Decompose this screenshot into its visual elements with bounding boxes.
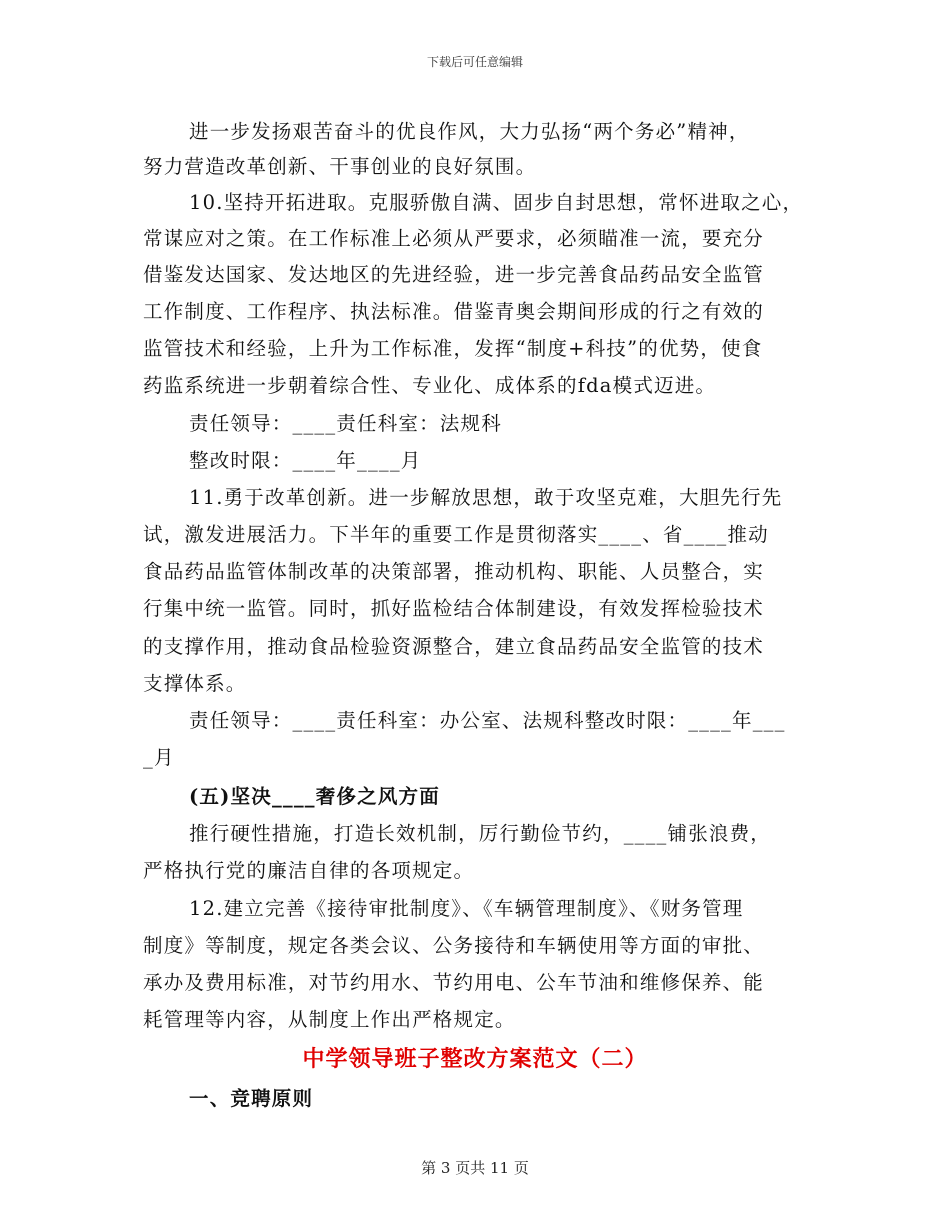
paragraph-line: 进一步发扬艰苦奋斗的优良作风，大力弘扬“两个务必”精神， <box>189 120 750 143</box>
paragraph-line: 工作制度、工作程序、执法标准。借鉴青奥会期间形成的行之有效的 <box>143 300 765 323</box>
page-footer: 第 3 页共 11 页 <box>421 1159 529 1177</box>
paragraph-line: 努力营造改革创新、干事创业的良好氛围。 <box>143 155 537 178</box>
subheading: 一、竞聘原则 <box>189 1087 314 1110</box>
paragraph-line: 11.勇于改革创新。进一步解放思想，敢于攻坚克难，大胆先行先 <box>189 486 783 509</box>
section-title: 中学领导班子整改方案范文（二） <box>302 1046 648 1072</box>
paragraph-line: 整改时限：____年____月 <box>189 449 422 472</box>
paragraph-line: 推行硬性措施，打造长效机制，厉行勤俭节约，____铺张浪费， <box>189 822 772 845</box>
paragraph-line: 10.坚持开拓进取。克服骄傲自满、固步自封思想，常怀进取之心， <box>189 191 804 214</box>
paragraph-line: 耗管理等内容，从制度上作出严格规定。 <box>143 1008 516 1031</box>
page-header: 下载后可任意编辑 <box>426 55 523 69</box>
paragraph-line: 行集中统一监管。同时，抓好监检结合体制建设，有效发挥检验技术 <box>143 597 765 620</box>
paragraph-line: 借鉴发达国家、发达地区的先进经验，进一步完善食品药品安全监管 <box>143 263 765 286</box>
paragraph-line: 制度》等制度，规定各类会议、公务接待和车辆使用等方面的审批、 <box>143 934 765 957</box>
paragraph-line: 药监系统进一步朝着综合性、专业化、成体系的fda模式迈进。 <box>143 374 717 397</box>
paragraph-line: 责任领导：____责任科室：法规科 <box>189 412 502 435</box>
paragraph-line: 常谋应对之策。在工作标准上必须从严要求，必须瞄准一流，要充分 <box>143 227 765 250</box>
section-heading: (五)坚决____奢侈之风方面 <box>189 785 440 808</box>
paragraph-line: 12.建立完善《接待审批制度》、《车辆管理制度》、《财务管理 <box>189 897 744 920</box>
paragraph-line: 监管技术和经验，上升为工作标准，发挥“制度+科技”的优势，使食 <box>143 337 763 360</box>
paragraph-line: 食品药品监管体制改革的决策部署，推动机构、职能、人员整合，实 <box>143 560 765 583</box>
paragraph-line: 的支撑作用，推动食品检验资源整合，建立食品药品安全监管的技术 <box>143 635 765 658</box>
paragraph-line: 严格执行党的廉洁自律的各项规定。 <box>143 859 475 882</box>
paragraph-line: 试，激发进展活力。下半年的重要工作是贯彻落实____、省____推动 <box>143 523 769 546</box>
paragraph-line: 承办及费用标准，对节约用水、节约用电、公车节油和维修保养、能 <box>143 971 765 994</box>
paragraph-line: 支撑体系。 <box>143 672 247 695</box>
paragraph-line: 责任领导：____责任科室：办公室、法规科整改时限：____年___ <box>189 709 786 732</box>
paragraph-line: _月 <box>143 746 175 769</box>
